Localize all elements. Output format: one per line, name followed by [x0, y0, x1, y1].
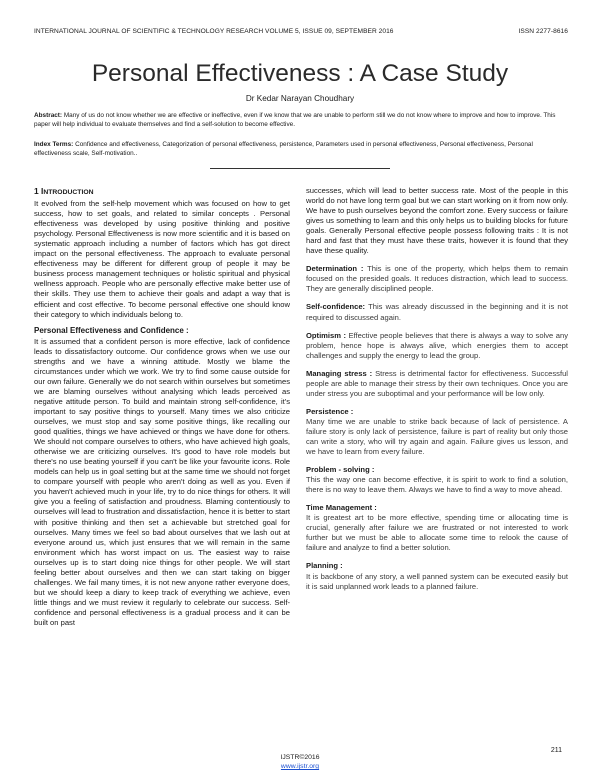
paper-title: Personal Effectiveness : A Case Study [91, 60, 509, 87]
problem-solving-heading: Problem - solving : [306, 465, 375, 475]
section-divider [210, 168, 390, 169]
index-terms [34, 140, 568, 159]
planning-text: It is backbone of any story, a well panned system can be executed easily but it is said unplanned work leads to a planned failure. [306, 571, 568, 591]
page-number: 211 [550, 747, 562, 754]
trait-text: Effective people believes that there is always a way to solve any problem, hence hope is always alive, which energies them to accept challenges and supply the energy to lead the group. [306, 330, 568, 360]
introduction-text: It evolved from the self-help movement which was focused on how to get success, how to set goals, and related to similar concepts . Personal effectiveness was developed by using positive thinking and positive psychology. Personal Effectiveness is now more scientific and it is based on systematic approach including a number of factors which has got direct impact on the personal effectiveness. The approach to evaluate personal effectiveness may be different for different group of people it may be business process management techniques or holistic spiritual and physical wellness approach. People who are personally effective make better use of their skills. They use them to achieve their goals and adapt a way that is efficient and cost effective. To become personal effective one should know their category to which individuals belong to. [34, 199, 290, 319]
planning-heading: Planning : [306, 561, 343, 571]
right-column [306, 186, 568, 600]
trait-label: Managing stress : [306, 368, 373, 378]
trait-text: This was already discussed in the beginning and it is not required to discussed again. [306, 302, 568, 322]
persistence-text: Many time we are unable to strike back because of lack of persistence. A failure story is only lack of persistence, failure is part of reality but only those can write a story, who will try again and again. Failure gives us lesson, and we have to learn from every failure. [306, 416, 568, 457]
page-footer [0, 753, 600, 771]
trait-label: Determination : [306, 264, 364, 274]
trait-determination [306, 264, 568, 294]
index-terms-label: Index Terms: [34, 141, 74, 148]
trait-optimism [306, 331, 568, 361]
trait-text: This is one of the property, which helps them to remain focused on the presided goals. It reduces distraction, which lead to success. They are generally disciplined people. [306, 264, 568, 294]
confidence-heading: Personal Effectiveness and Confidence : [34, 325, 189, 335]
abstract-text: Many of us do not know whether we are effective or ineffective, even if we know that we are unable to perform still we do not know where to improve and how to improve. This paper will help individual to evaluate themselves and find a self-solution to become effective. [34, 112, 556, 129]
time-management-heading: Time Management : [306, 503, 377, 513]
continuation-text: successes, which will lead to better success rate. Most of the people in this world do not have long term goal but we can start working on it from now only. We have to push ourselves beyond the comfort zone. Every success or failure gives us something to learn and this only helps us to building blocks for future goals. Generally Personal effective people possess following traits : It is not hard and fast that they must have these traits, however it is found that they have these quality. [306, 186, 568, 256]
journal-name: INTERNATIONAL JOURNAL OF SCIENTIFIC & TECHNOLOGY RESEARCH VOLUME 5, ISSUE 09, SEPTEMBER 2016 [34, 28, 394, 35]
introduction-heading-text: NTRODUCTION [43, 189, 94, 196]
footer-copyright: IJSTR©2016 [280, 754, 320, 761]
abstract-label: Abstract: [34, 112, 63, 119]
trait-label: Optimism : [306, 330, 347, 340]
author-name: Dr Kedar Narayan Choudhary [245, 94, 355, 103]
trait-label: Self-confidence: [306, 302, 366, 312]
trait-managing-stress [306, 369, 568, 399]
trait-text: Stress is detrimental factor for effectiveness. Successful people are able to manage their stress by their own techniques. Once you are under stress you are suboptimal and your performance will be low only. [306, 368, 568, 398]
introduction-heading [34, 186, 290, 198]
persistence-heading: Persistence : [306, 406, 354, 416]
problem-solving-text: This the way one can become effective, it is spirit to work to find a solution, there is no way to leave them. Always we have to find a way to move ahead. [306, 475, 568, 495]
issn: ISSN 2277-8616 [518, 28, 568, 35]
trait-self-confidence [306, 302, 568, 322]
confidence-text: It is assumed that a confident person is more effective, lack of confidence leads to dissatisfactory outcome. Our confidence grows when we use our strengths and we have a winning attitude. Mostly we blame the circumstances under which we work. We try to find some cause outside for our own failure. Generally we do not search within ourselves but sometimes we are blaming ourselves without analysing which leads perceived as negative attitude person. To build and maintain strong self-confidence, it's important to say positive things to yourself. Many times we also criticize ourselves, we must stop and say some positive things, like recalling our good qualities, things we have achieved or things we have done for others. We should not compare ourselves to others, who have achieved high goals, otherwise we are criticizing ourselves. It's good to have role models but there's no use beating yourself if you can't be like your favourite icons. Role models can help us in goal setting but at the same time we should not forget to compare yourself with people who aren't doing as well as you. Even if you haven't achieved much in your life, try to do nice things for others. It will give you a feeling of satisfaction and proudness. Blaming contentiously to ourselves will lead to frustration and dissatisfaction, hence it is better to start with positive thinking and then set a achievable but stretched goal for ourselves. Many times we feel so bad about ourselves that we lash out at everyone around us, which just ensures that we will remain in the same environment which has worst impact on us. The easiest way to raise ourselves up is to start doing nice things for other people. We will start feeling better about ourselves and then we can start taking on bigger challenges. We fail many times, it is not new anyone rather everyone does, but we should keep a diary to keep track of everything we achieve, even little things and we must review it regularly to celebrate our success. Self-confidence and personal effectiveness is a gradual process and it can be built on past [34, 336, 290, 627]
footer-url-link[interactable]: www.ijstr.org [280, 763, 320, 770]
time-management-text: It is greatest art to be more effective, spending time or allocating time is crucial, generally after failure we are frustrated or not interested to work further but we must be able to allocate some time to relook the cause of failure and analyze to find a better solution. [306, 513, 568, 553]
left-column [34, 186, 290, 628]
index-terms-text: Confidence and effectiveness, Categorization of personal effectiveness, persistence, Parameters used in personal effectiveness, Personal effectiveness, Personal effectiveness scale, Self-motivation.. [34, 141, 533, 158]
abstract [34, 111, 568, 130]
introduction-heading-number: 1 I [34, 186, 44, 196]
